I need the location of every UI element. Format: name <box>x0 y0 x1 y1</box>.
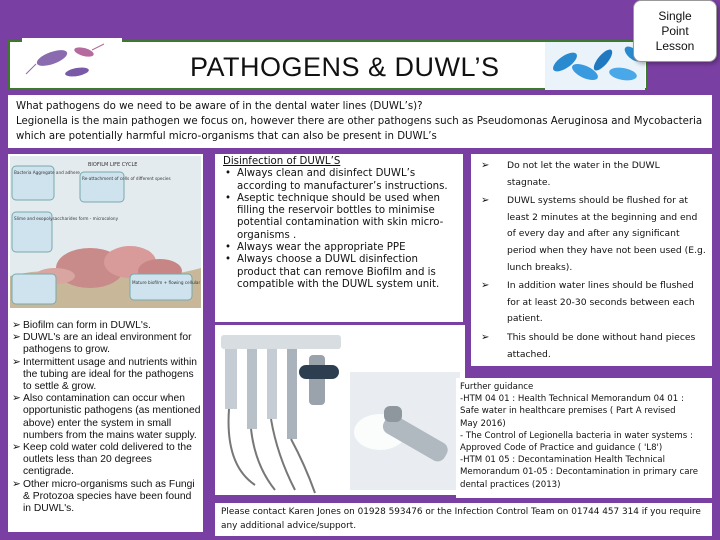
badge-line-3: Lesson <box>655 38 695 53</box>
list-item: • Always wear the appropriate PPE <box>225 242 406 254</box>
list-item: ➢ This should be done without hand pieces attached. <box>481 331 696 360</box>
biofilm-diagram <box>10 156 201 308</box>
left-panel <box>8 154 203 532</box>
figure-label-4: Mature biofilm + flowing cellular <box>132 280 201 285</box>
intro-panel <box>8 95 712 148</box>
badge-line-1: Single <box>658 8 692 23</box>
disinfection-panel <box>215 154 463 322</box>
contact-line-2: any additional advice/support. <box>221 520 357 531</box>
list-item: ➢ Biofilm can form in DUWL's. <box>12 320 151 331</box>
intro-text-1: Legionella is the main pathogen we focus on, however there are other pathogens such as Pseudomonas Aeruginosa and Mycobacteria <box>16 116 703 127</box>
single-point-lesson-badge <box>633 0 717 62</box>
figure-title: BIOFILM LIFE CYCLE <box>88 162 138 168</box>
list-item: ➢ Keep cold water cold delivered to the outlets less than 20 degrees centigrade. <box>12 442 192 478</box>
page-title: PATHOGENS & DUWL’S <box>190 52 500 82</box>
handpiece-spray-image <box>350 372 460 490</box>
list-item: ➢ In addition water lines should be flushed for at least 20-30 seconds between each patient. <box>481 280 695 325</box>
guidance-heading: Further guidance <box>460 382 534 392</box>
disinfection-heading: Disinfection of DUWL’S <box>223 156 341 167</box>
flushing-list <box>477 158 706 363</box>
bacteria-illustration-right <box>545 42 645 90</box>
guidance-line: May 2016) <box>460 418 506 429</box>
list-item: ➢ DUWL's are an ideal environment for pathogens to grow. <box>12 332 192 356</box>
flushing-panel <box>471 154 712 366</box>
badge-line-2: Point <box>661 23 689 38</box>
figure-label-1: Bacteria Aggregate and adhere <box>14 170 80 175</box>
contact-panel <box>215 503 712 536</box>
list-item: ➢ Do not let the water in the DUWL stagnate. <box>481 160 660 188</box>
title-banner <box>8 40 648 90</box>
intro-question: What pathogens do we need to be aware of in the dental water lines (DUWL’s)? <box>16 101 423 112</box>
figure-label-3: Slime and exopolysaccharides form - microcolony <box>14 216 119 221</box>
guidance-line: -HTM 01 05 : Decontamination Health Technical <box>460 455 665 466</box>
guidance-line: Approved Code of Practice and guidance ( 'L8') <box>460 443 663 454</box>
guidance-line: Safe water in healthcare premises ( Part A revised <box>460 406 676 417</box>
disinfection-list <box>223 168 455 291</box>
handpiece-illustration <box>350 372 460 490</box>
list-item: ➢ Other micro-organisms such as Fungi & Protozoa species have been found in DUWL's. <box>12 478 195 515</box>
list-item: • Aseptic technique should be used when filling the reservoir bottles to minimise potential contamination with skin micro-organisms . <box>225 192 444 241</box>
list-item: • Always choose a DUWL disinfection product that can remove Biofilm and is compatible with the DUWL system unit. <box>225 254 440 290</box>
list-item: ➢ DUWL systems should be flushed for at least 2 minutes at the beginning and end of every day and after any significant period when they have not been used (E.g. lunch breaks). <box>481 195 706 273</box>
bacteria-illustration-left <box>22 38 122 88</box>
biofilm-facts-list <box>12 320 202 515</box>
list-item: • Always clean and disinfect DUWL’s according to manufacturer’s instructions. <box>225 168 448 192</box>
contact-line-1: Please contact Karen Jones on 01928 593476 or the Infection Control Team on 01744 457 314 if you require <box>221 507 701 517</box>
list-item: ➢ Also contamination can occur when opportunistic pathogens (as mentioned above) enter the system in small numbers from the mains water supply. <box>12 393 201 441</box>
guidance-line: - The Control of Legionella bacteria in water systems : <box>460 430 693 441</box>
biofilm-lifecycle-figure <box>10 156 201 308</box>
list-item: ➢ Intermittent usage and nutrients within the tubing are ideal for the pathogens to settle & grow. <box>12 356 198 393</box>
further-guidance-panel <box>456 378 712 498</box>
guidance-line: -HTM 04 01 : Health Technical Memorandum 04 01 : <box>460 394 684 405</box>
figure-label-2: Re-attachment of cells of different species <box>82 176 171 181</box>
intro-text-2: which are potentially harmful micro-organisms that can also be present in DUWL’s <box>16 131 437 142</box>
guidance-line: Memorandum 01-05 : Decontamination in primary care <box>460 467 699 478</box>
guidance-line: dental practices (2013) <box>460 479 561 490</box>
